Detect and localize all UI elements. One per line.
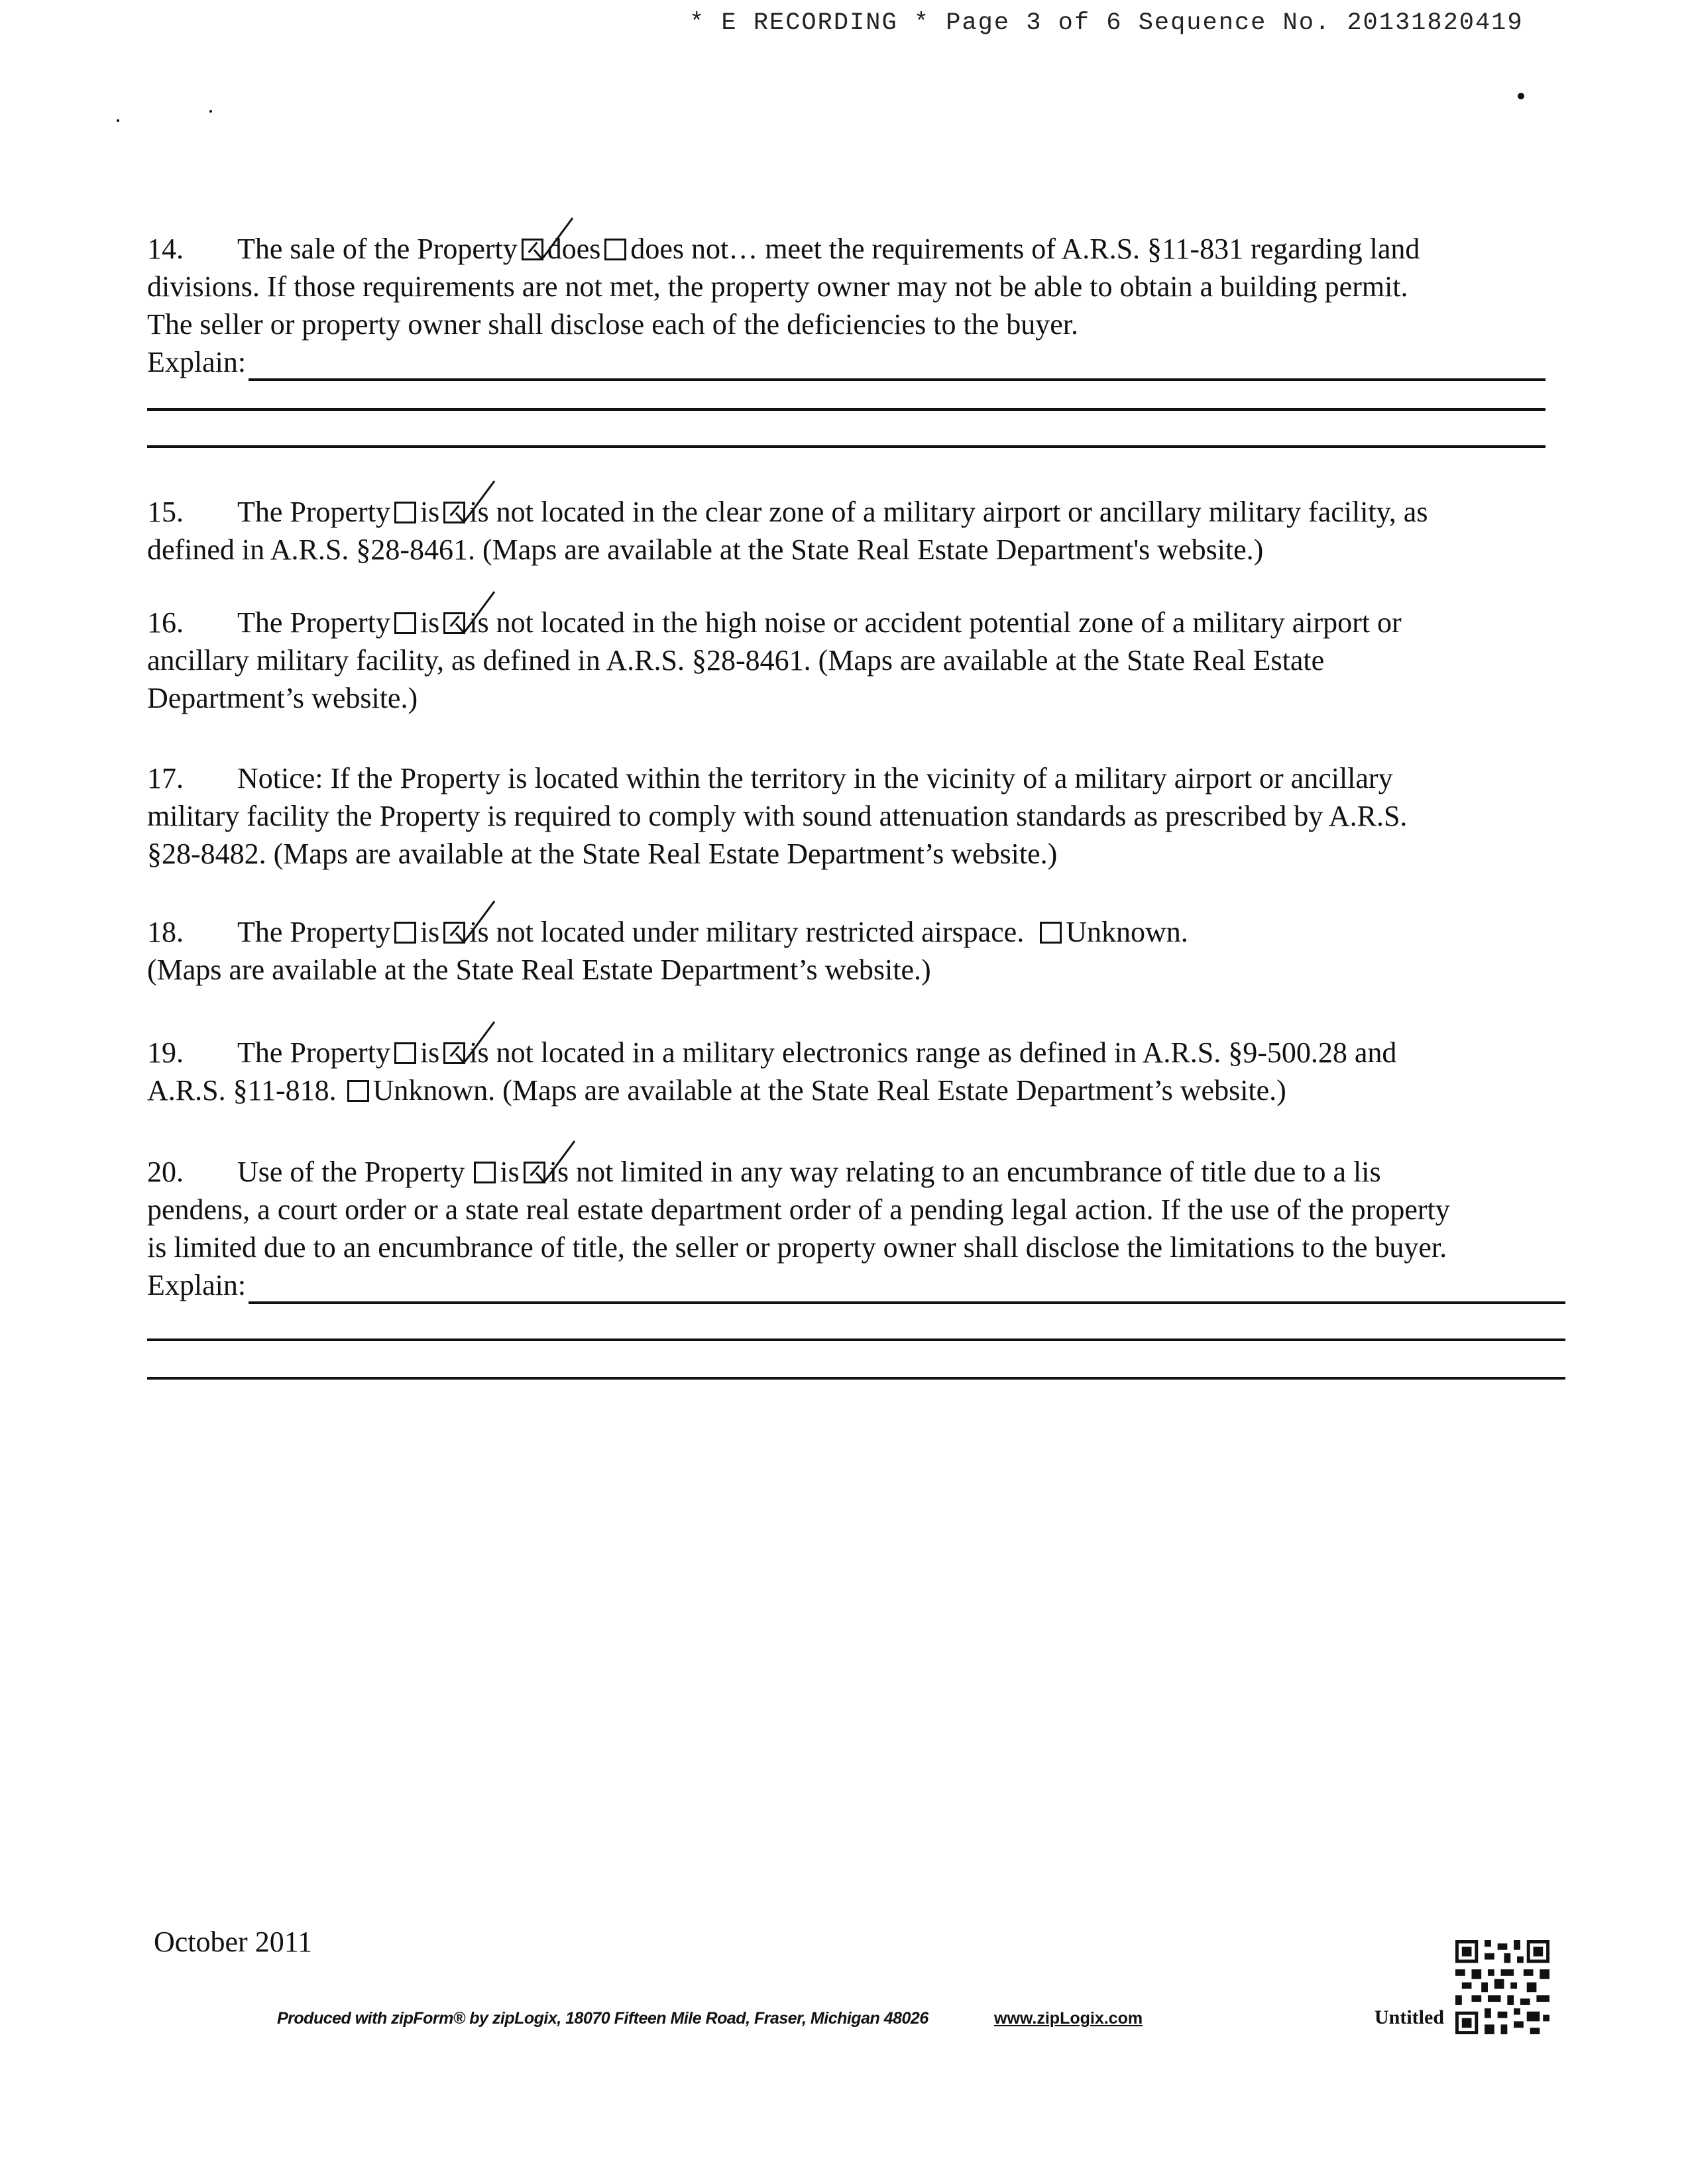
- checkbox-is-not[interactable]: [443, 922, 465, 944]
- item-text: defined in A.R.S. §28-8461. (Maps are available at the State Real Estate Department's website.): [147, 533, 1264, 566]
- item-text: §28-8482. (Maps are available at the State Real Estate Department’s website.): [147, 838, 1058, 870]
- item-text: Use of the Property: [237, 1156, 465, 1188]
- checkbox-is[interactable]: [394, 502, 416, 523]
- item-text: pendens, a court order or a state real estate department order of a pending legal action. If the use of the property: [147, 1193, 1450, 1226]
- item-number: 18.: [147, 916, 184, 948]
- checkbox-is-not[interactable]: [443, 502, 465, 523]
- explain-field-line[interactable]: [147, 1377, 1565, 1380]
- explain-field-line[interactable]: [147, 408, 1546, 411]
- checkbox-does[interactable]: [522, 239, 543, 260]
- form-date: October 2011: [154, 1926, 313, 1958]
- item-number: 17.: [147, 762, 184, 794]
- check-mark-icon: [534, 218, 581, 264]
- recording-header: * E RECORDING * Page 3 of 6 Sequence No. 20131820419: [689, 9, 1524, 37]
- option-label-is: is: [420, 916, 440, 948]
- item-text: military facility the Property is required to comply with sound attenuation standards as prescribed by A.R.S.: [147, 800, 1408, 832]
- item-text: The Property: [237, 606, 390, 639]
- item-number: 20.: [147, 1156, 184, 1188]
- option-label-is-not: is not located in the clear zone of a military airport or ancillary military facility, as: [469, 496, 1428, 528]
- qr-code-icon: [1455, 1940, 1549, 2034]
- option-label-is-not: is not located in a military electronics range as defined in A.R.S. §9-500.28 and: [469, 1036, 1397, 1069]
- item-text: The seller or property owner shall disclose each of the deficiencies to the buyer.: [147, 308, 1079, 341]
- item-number: 19.: [147, 1036, 184, 1069]
- item-15: [147, 493, 1565, 569]
- checkbox-is[interactable]: [394, 1042, 416, 1064]
- option-label-is-not: is not located in the high noise or accident potential zone of a military airport or: [469, 606, 1402, 639]
- option-label-does: does: [547, 233, 601, 265]
- item-text: is limited due to an encumbrance of title, the seller or property owner shall disclose the limitations to the buyer.: [147, 1231, 1447, 1264]
- item-text: divisions. If those requirements are not met, the property owner may not be able to obtain a building permit.: [147, 270, 1408, 303]
- checkbox-is-not[interactable]: [524, 1162, 545, 1183]
- explain-field-line[interactable]: [147, 1338, 1565, 1341]
- option-label-unknown: Unknown.: [1066, 916, 1188, 948]
- check-mark-icon: [536, 1141, 583, 1187]
- item-number: 14.: [147, 233, 184, 265]
- item-text: Department’s website.): [147, 682, 418, 714]
- produced-by-line: Produced with zipForm® by zipLogix, 18070 Fifteen Mile Road, Fraser, Michigan 48026: [277, 2009, 928, 2028]
- item-text: The Property: [237, 916, 390, 948]
- item-17: [147, 759, 1565, 873]
- option-label-is: is: [420, 496, 440, 528]
- option-label-is: is: [420, 606, 440, 639]
- option-label-unknown: Unknown. (Maps are available at the State Real Estate Department’s website.): [372, 1074, 1286, 1107]
- check-mark-icon: [456, 481, 502, 527]
- checkbox-is-not[interactable]: [443, 612, 465, 634]
- item-text: ancillary military facility, as defined in A.R.S. §28-8461. (Maps are available at the State Real Estate: [147, 644, 1325, 677]
- item-16: [147, 604, 1565, 717]
- item-14: [147, 230, 1565, 381]
- checkbox-unknown[interactable]: [1040, 922, 1062, 944]
- check-mark-icon: [456, 901, 502, 948]
- explain-field-line[interactable]: [147, 445, 1546, 448]
- explain-field[interactable]: [249, 356, 1546, 381]
- option-label-is: is: [420, 1036, 440, 1069]
- checkbox-is[interactable]: [394, 922, 416, 944]
- explain-row: [147, 343, 1546, 381]
- checkbox-is[interactable]: [394, 612, 416, 634]
- checkbox-does-not[interactable]: [604, 239, 626, 260]
- item-number: 15.: [147, 496, 184, 528]
- explain-label: Explain:: [147, 1269, 247, 1301]
- scan-speck: [1518, 93, 1524, 99]
- item-19: [147, 1034, 1565, 1109]
- document-name: Untitled: [1375, 2006, 1444, 2028]
- option-label-is-not: is not limited in any way relating to an encumbrance of title due to a lis: [549, 1156, 1381, 1188]
- item-text: A.R.S. §11-818.: [147, 1074, 337, 1107]
- ziplogix-link[interactable]: www.zipLogix.com: [994, 2009, 1143, 2028]
- check-mark-icon: [456, 592, 502, 638]
- item-text: The Property: [237, 1036, 390, 1069]
- item-text: Notice: If the Property is located within the territory in the vicinity of a military airport or ancillary: [237, 762, 1393, 794]
- explain-row: [147, 1266, 1565, 1304]
- option-label-is-not: is not located under military restricted airspace.: [469, 916, 1025, 948]
- checkbox-is-not[interactable]: [443, 1042, 465, 1064]
- option-label-does-not: does not… meet the requirements of A.R.S. §11-831 regarding land: [630, 233, 1420, 265]
- checkbox-is[interactable]: [474, 1162, 496, 1183]
- scan-speck: [117, 119, 119, 122]
- option-label-is: is: [500, 1156, 520, 1188]
- checkbox-unknown[interactable]: [347, 1080, 369, 1102]
- scan-speck: [209, 110, 212, 113]
- item-18: [147, 913, 1565, 989]
- explain-field[interactable]: [249, 1279, 1565, 1304]
- item-number: 16.: [147, 606, 184, 639]
- item-20: [147, 1153, 1565, 1304]
- item-text: The sale of the Property: [237, 233, 518, 265]
- item-text: (Maps are available at the State Real Estate Department’s website.): [147, 954, 931, 986]
- item-text: The Property: [237, 496, 390, 528]
- check-mark-icon: [456, 1022, 502, 1068]
- explain-label: Explain:: [147, 346, 247, 378]
